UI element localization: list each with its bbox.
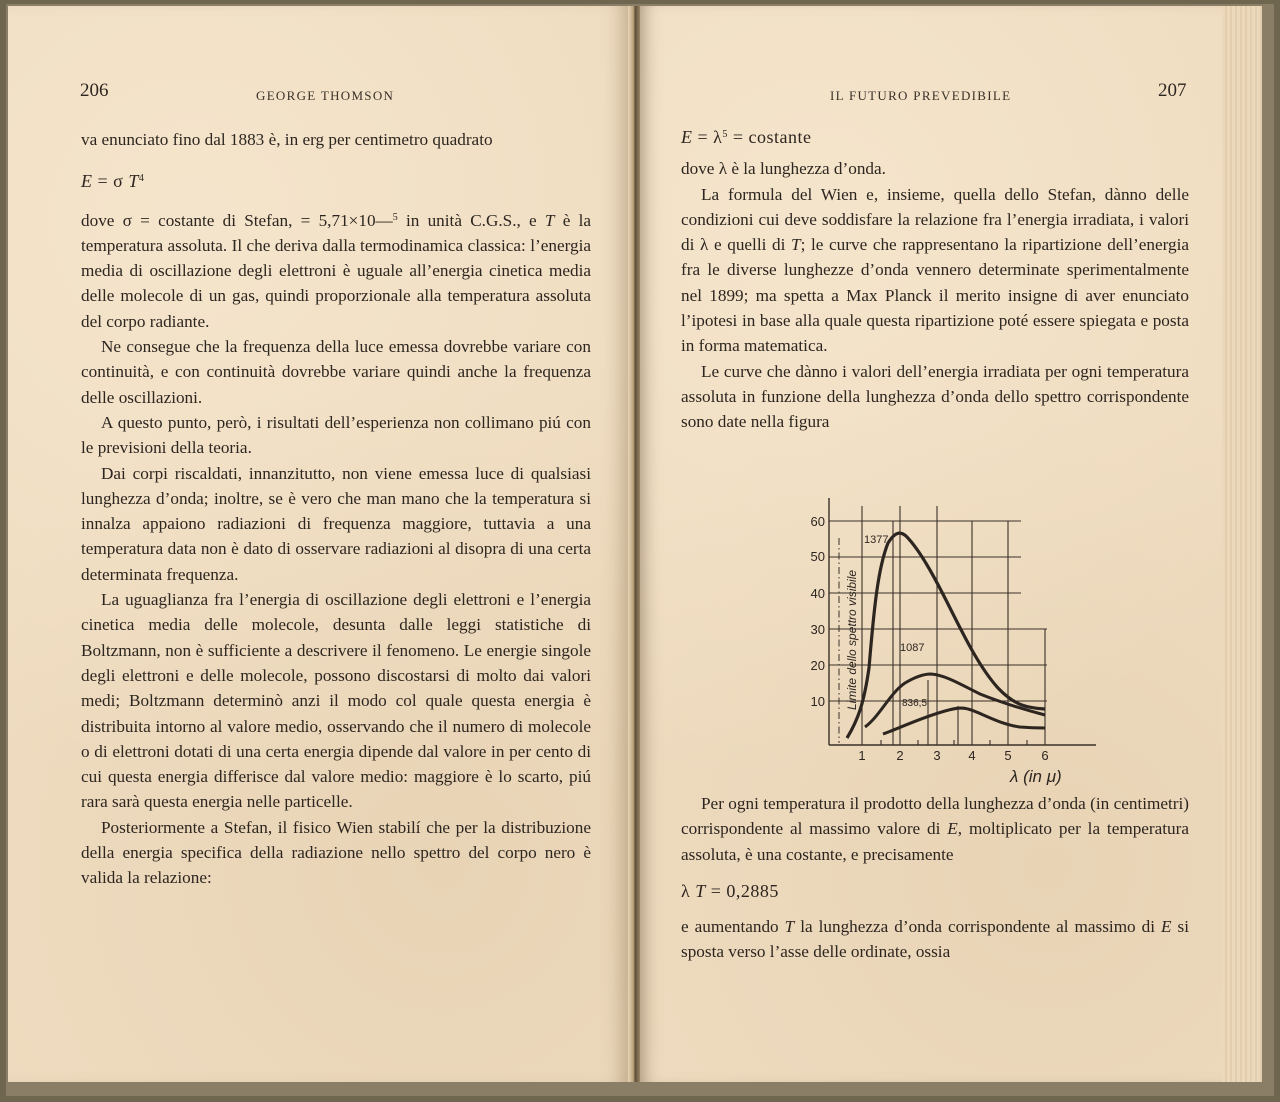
page-number-left: 206	[80, 80, 109, 101]
formula-lambda: λ	[713, 127, 723, 147]
formula-lambda: λ	[681, 880, 691, 901]
var-t: T	[784, 917, 795, 937]
paragraph: Posteriormente a Stefan, il fisico Wien stabilí che per la distribuzione della energia specifica della radiazione nello spettro del corpo nero è valida la relazione:	[81, 817, 591, 888]
x-tick: 6	[1041, 748, 1049, 763]
running-head-right: IL FUTURO PREVEDIBILE	[830, 88, 1012, 103]
y-tick: 10	[810, 694, 825, 709]
x-tick: 2	[896, 748, 904, 763]
text-run: in unità C.G.S., e	[397, 210, 545, 230]
x-tick: 5	[1004, 748, 1012, 763]
var-t: T	[544, 210, 555, 230]
right-page-body-top	[681, 120, 1189, 435]
blackbody-spectrum-figure	[800, 498, 1110, 790]
var-e: E	[947, 819, 958, 839]
text-run: La formula del Wien e, insieme, quella dello Stefan, dànno delle condizioni cui deve soddisfare la relazione fra l’energia irradiata, i valori di λ e quelli di	[681, 184, 1189, 255]
y-tick: 20	[810, 658, 825, 673]
paragraph	[681, 182, 1189, 359]
label-836-5: 836,5	[902, 698, 928, 709]
left-page-body	[81, 127, 591, 891]
formula-var-e: E	[681, 127, 693, 147]
paragraph: Le curve che dànno i valori dell’energia irradiata per ogni temperatura assoluta in funzione della lunghezza d’onda dello spettro corrispondente sono date nella figura	[681, 361, 1189, 432]
formula-eq: =	[97, 171, 109, 192]
chart-svg	[800, 498, 1110, 790]
var-t: T	[791, 235, 801, 255]
formula-sigma: σ	[113, 171, 124, 192]
text-run: si sposta verso l’asse delle ordinate, ossia	[681, 917, 1189, 962]
x-tick: 4	[968, 748, 976, 763]
x-tick-labels	[858, 748, 1048, 763]
paragraph: La uguaglianza fra l’energia di oscillazione degli elettroni e l’energia cinetica media delle molecole, desunta dalle leggi statistiche di Boltzmann, non è sufficiente a descrivere il fenomeno. Le energie singole degli elettroni e delle molecole, possono discostarsi di molto dai valori medi; Boltzmann determinò anzi il modo col quale questa energia è distribuita intorno al valore medio, osservando che il numero di molecole o di elettroni dotati di una certa energia dipende dal valore in per cento di cui questa energia differisce dal valore medio: maggiore è lo scarto, piú rara sarà questa energia nelle particelle.	[81, 590, 591, 812]
text-run: ; le curve che rappresentano la ripartizione dell’energia fra le diverse lunghezze d’onda vennero determinate sperimentalmente nel 1899; ma spetta a Max Planck il merito insigne di aver enunciato l’ipotesi in base alla quale questa ripartizione poté essere spiegata e posta in forma matematica.	[681, 235, 1189, 356]
formula-rhs: 0,2885	[726, 880, 779, 901]
paragraph: va enunciato fino dal 1883 è, in erg per centimetro quadrato	[81, 130, 493, 149]
formula-exponent: 5	[722, 129, 728, 140]
formula-var-t: T	[695, 880, 706, 901]
formula-var-e: E	[81, 171, 93, 192]
text-run: , moltiplicato per la temperatura assoluta, è una costante, e precisamente	[681, 819, 1190, 864]
running-head-left: GEORGE THOMSON	[256, 88, 395, 103]
formula-eq: =	[732, 127, 744, 147]
text-run: dove σ = costante di Stefan, = 5,71×10—	[81, 210, 393, 230]
paragraph: Dai corpi riscaldati, innanzitutto, non viene emessa luce di qualsiasi lunghezza d’onda; inoltre, se è vero che man mano che la temperatura si innalza appaiono radiazioni di frequenza maggiore, tuttavia a una temperatura data non è dato di osservare radiazioni al disopra di una certa determinata frequenza.	[81, 463, 591, 584]
formula-wien	[681, 122, 1189, 150]
formula-wien-displacement	[681, 879, 1189, 904]
label-1377: 1377	[864, 534, 889, 546]
x-axis-label: λ (in μ)	[1010, 767, 1062, 786]
formula-eq: =	[697, 127, 709, 147]
right-page-body-bottom	[681, 791, 1189, 965]
formula-stefan	[81, 166, 591, 194]
paragraph	[81, 205, 591, 334]
text-run: è la temperatura assoluta. Il che deriva dalla termodinamica classica: l’energia media di oscillazione degli elettroni è uguale all’energia cinetica media delle molecole di un gas, quindi proporzionale alla temperatura assoluta del corpo radiante.	[81, 210, 591, 331]
x-tick: 3	[933, 748, 941, 763]
page-edges	[1222, 6, 1262, 1082]
paragraph: dove λ è la lunghezza d’onda.	[681, 159, 886, 179]
formula-eq: =	[710, 880, 722, 901]
y-tick-labels	[811, 514, 825, 709]
y-tick: 60	[810, 514, 825, 529]
formula-exponent: 4	[138, 173, 145, 185]
paragraph	[681, 914, 1189, 965]
book-gutter	[628, 6, 640, 1082]
page-number-right: 207	[1158, 80, 1187, 101]
y-tick: 40	[810, 586, 825, 601]
label-1087: 1087	[900, 642, 925, 654]
text-run: la lunghezza d’onda corrispondente al massimo di	[794, 917, 1162, 937]
exponent: 5	[392, 211, 398, 223]
paragraph	[681, 791, 1189, 867]
text-run: Per ogni temperatura il prodotto della lunghezza d’onda (in centimetri) corrispondente al massimo valore di	[681, 794, 1189, 839]
var-e: E	[1161, 917, 1172, 937]
curve-836-5	[883, 708, 1045, 734]
formula-var-t: T	[128, 171, 139, 192]
text-run: e aumentando	[681, 917, 785, 937]
y-tick: 30	[810, 622, 825, 637]
x-tick: 1	[858, 748, 866, 763]
paragraph: Ne consegue che la frequenza della luce emessa dovrebbe variare con continuità, e con continuità dovrebbe variare quindi anche la frequenza delle oscillazioni.	[81, 337, 591, 407]
paragraph: A questo punto, però, i risultati dell’esperienza non collimano piú con le previsioni della teoria.	[81, 412, 591, 458]
y-tick: 50	[810, 549, 825, 564]
visible-spectrum-limit-label: Limite dello spettro visibile	[845, 569, 859, 710]
formula-rhs: costante	[748, 127, 812, 147]
